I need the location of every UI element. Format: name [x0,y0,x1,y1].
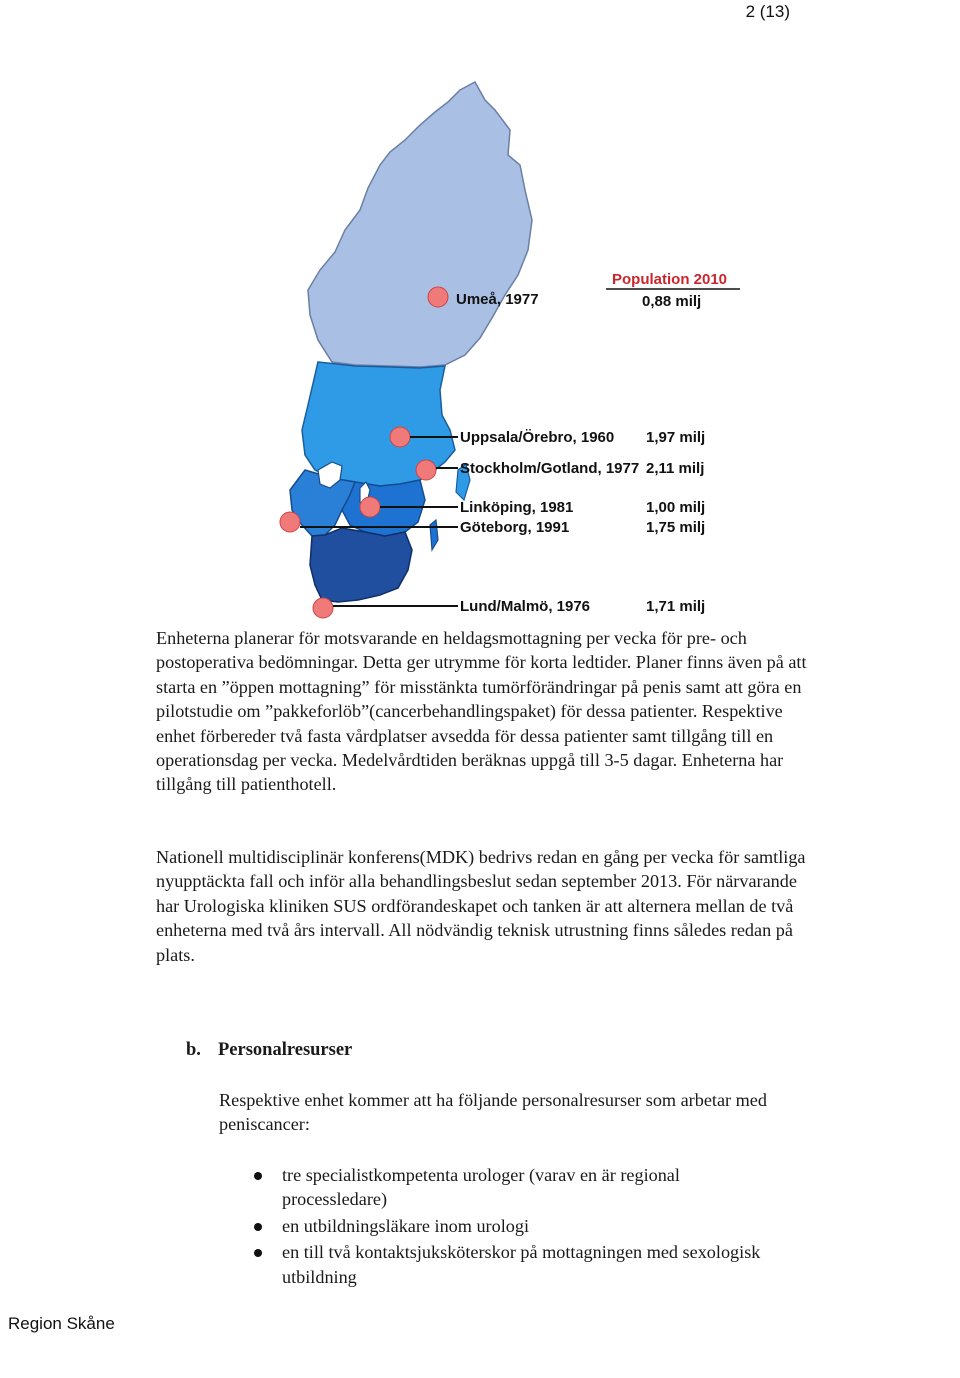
island-oland [430,520,438,550]
region-value-goteborg: 1,75 milj [646,519,706,536]
section-heading [186,1040,352,1061]
list-item-text: en till två kontaktsjuksköterskor på mottagningen med sexologisk utbildning [282,1242,761,1287]
page-number: 2 (13) [745,2,790,21]
region-value-lund: 1,71 milj [646,598,706,615]
region-label-linkoping: Linköping, 1981 [460,499,574,516]
footer-organization: Region Skåne [8,1314,115,1333]
region-label-lund: Lund/Malmö, 1976 [460,598,591,615]
marker-umea [428,287,448,307]
marker-stockholm [416,460,436,480]
region-value-uppsala: 1,97 milj [646,429,706,446]
population-total: 0,88 milj [642,293,702,310]
staff-list [250,1163,770,1291]
marker-linkoping [360,497,380,517]
marker-lund [313,598,333,618]
paragraph-ledtider: Enheterna planerar för motsvarande en heldagsmottagning per vecka för pre- och postoperativa bedömningar. Detta ger utrymme för korta ledtider. Planer finns även på att starta en ”öppen mottagning” för misstänkta tumörförändringar på penis samt att göra en pilotstudie om ”pakkeforlöb”(cancerbehandlingspaket) för dessa patienter. Respektive enhet förbereder två fasta vårdplatser avsedda för dessa patienter samt tillgång till en operationsdag per vecka. Medelvårdtiden beräknas uppgå till 3-5 dagar. Enheterna har tillgång till patienthotell. [156,628,807,795]
bullet-icon [254,1223,262,1231]
list-item [250,1240,770,1289]
list-item [250,1214,770,1238]
section-intro: Respektive enhet kommer att ha följande personalresurser som arbetar med peniscancer: [219,1090,767,1135]
region-label-uppsala: Uppsala/Örebro, 1960 [460,429,615,446]
list-item-text: tre specialistkompetenta urologer (varav en är regional processledare) [282,1165,680,1210]
bullet-icon [254,1249,262,1257]
bullet-icon [254,1172,262,1180]
map-region-north [308,82,532,367]
population-header: Population 2010 [612,271,728,288]
list-item [250,1163,770,1212]
section-marker: b. [186,1040,201,1060]
marker-uppsala [390,427,410,447]
region-label-umea: Umeå, 1977 [456,291,539,308]
map-region-south [310,528,412,602]
region-label-goteborg: Göteborg, 1991 [460,519,570,536]
sweden-map-figure [270,70,750,630]
region-value-linkoping: 1,00 milj [646,499,706,516]
paragraph-mdk: Nationell multidisciplinär konferens(MDK) bedrivs redan en gång per vecka för samtliga nyupptäckta fall och inför alla behandlingsbeslut sedan september 2013. För närvarande har Urologiska kliniken SUS ordförandeskapet och tanken är att alternera mellan de två enheterna med två års intervall. All nödvändig teknisk utrustning finns således redan på plats. [156,847,806,965]
list-item-text: en utbildningsläkare inom urologi [282,1215,530,1236]
region-value-stockholm: 2,11 milj [646,460,705,477]
section-title: Personalresurser [218,1040,353,1060]
marker-goteborg [280,512,300,532]
region-label-stockholm: Stockholm/Gotland, 1977 [460,460,640,477]
